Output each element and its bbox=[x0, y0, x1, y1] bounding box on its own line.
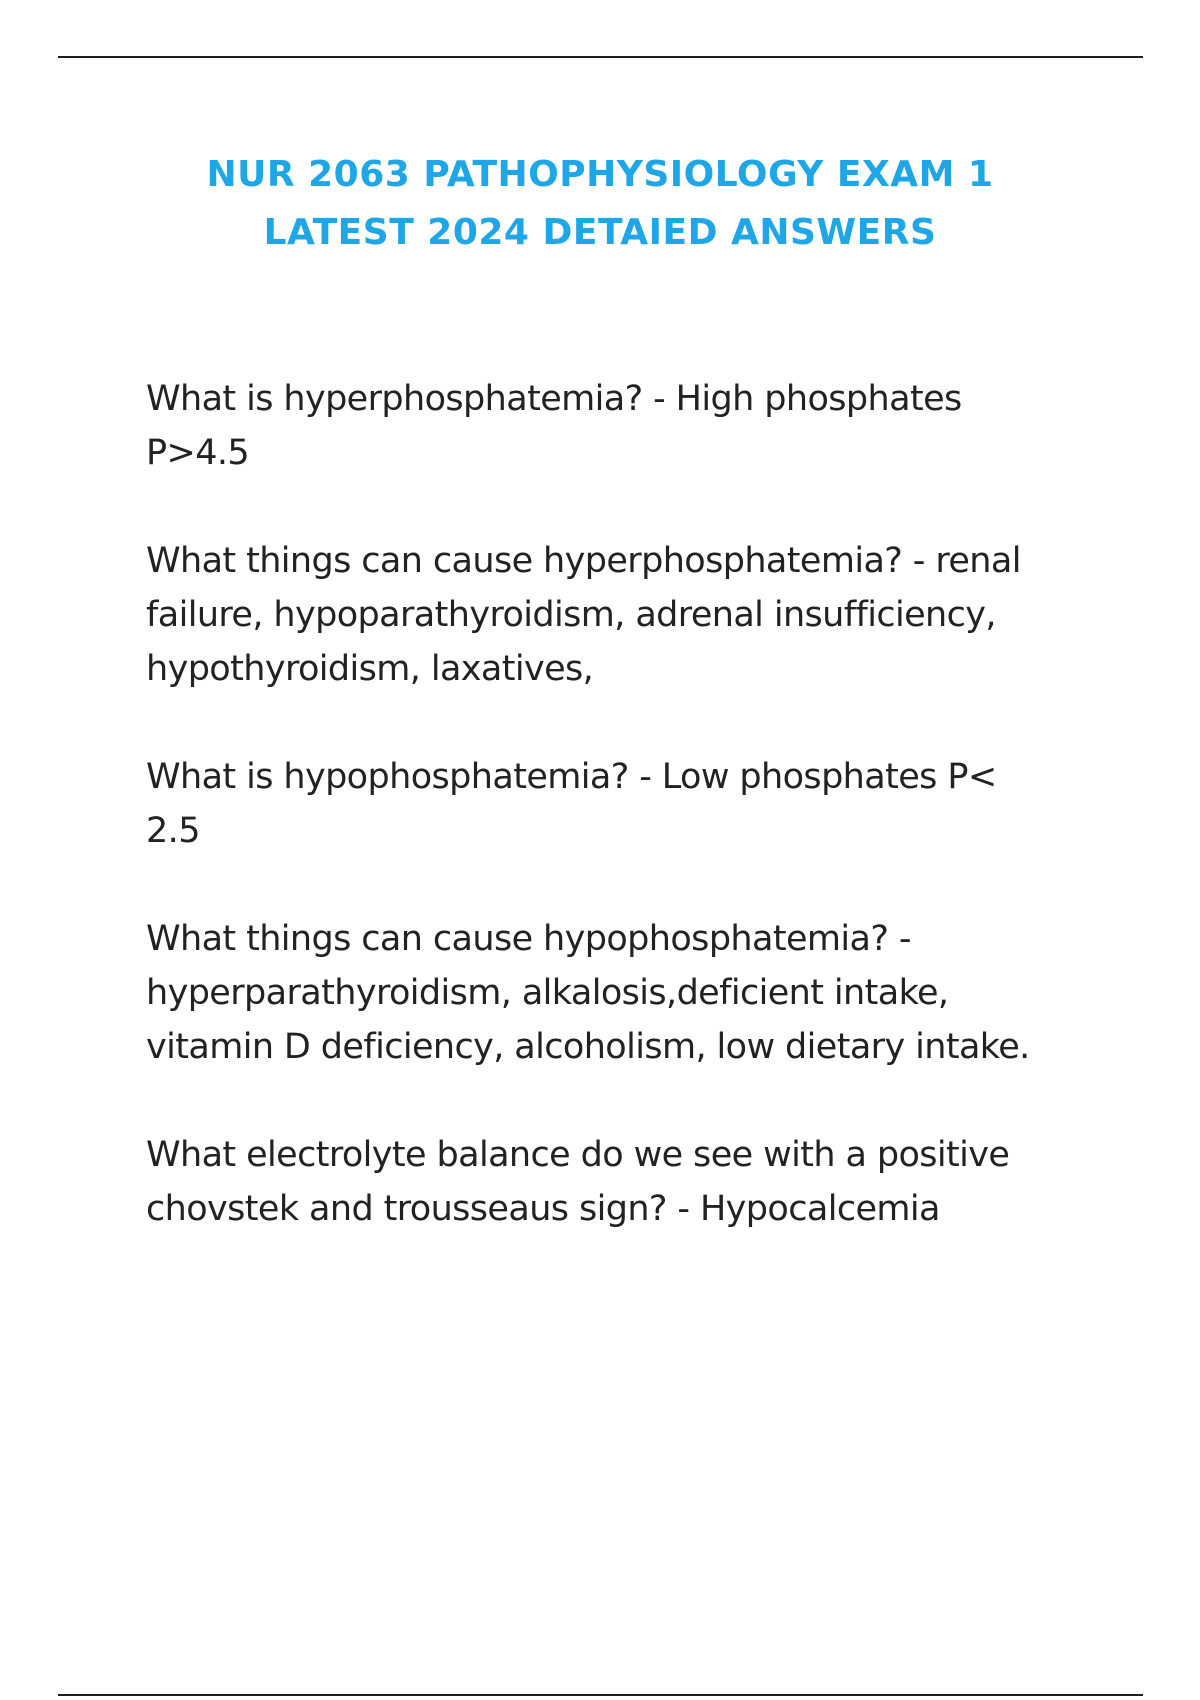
qa-line: What electrolyte balance do we see with a positive bbox=[146, 1135, 1010, 1175]
qa-line: 2.5 bbox=[146, 811, 200, 851]
qa-line: What things can cause hyperphosphatemia? - renal bbox=[146, 541, 1021, 581]
qa-entry-hypophosphatemia-definition bbox=[146, 750, 1126, 858]
qa-line: vitamin D deficiency, alcoholism, low dietary intake. bbox=[146, 1027, 1030, 1067]
qa-line: hypothyroidism, laxatives, bbox=[146, 649, 594, 689]
qa-entry-hyperphosphatemia-causes bbox=[146, 534, 1126, 696]
bottom-rule bbox=[58, 1694, 1143, 1696]
title-line-2: LATEST 2024 DETAIED ANSWERS bbox=[263, 212, 937, 253]
qa-line: What things can cause hypophosphatemia? - bbox=[146, 919, 911, 959]
qa-entry-hypophosphatemia-causes bbox=[146, 912, 1126, 1074]
qa-line: chovstek and trousseaus sign? - Hypocalcemia bbox=[146, 1189, 940, 1229]
qa-line: hyperparathyroidism, alkalosis,deficient intake, bbox=[146, 973, 949, 1013]
title-line-1: NUR 2063 PATHOPHYSIOLOGY EXAM 1 bbox=[206, 154, 994, 195]
qa-line: failure, hypoparathyroidism, adrenal insufficiency, bbox=[146, 595, 996, 635]
qa-entry-hyperphosphatemia-definition bbox=[146, 372, 1126, 480]
top-rule bbox=[58, 56, 1143, 58]
qa-line: What is hypophosphatemia? - Low phosphates P< bbox=[146, 757, 997, 797]
qa-entry-chvostek-trousseau bbox=[146, 1128, 1126, 1236]
qa-content bbox=[146, 372, 1126, 1290]
document-title bbox=[0, 146, 1200, 262]
qa-line: P>4.5 bbox=[146, 433, 250, 473]
qa-line: What is hyperphosphatemia? - High phosphates bbox=[146, 379, 962, 419]
